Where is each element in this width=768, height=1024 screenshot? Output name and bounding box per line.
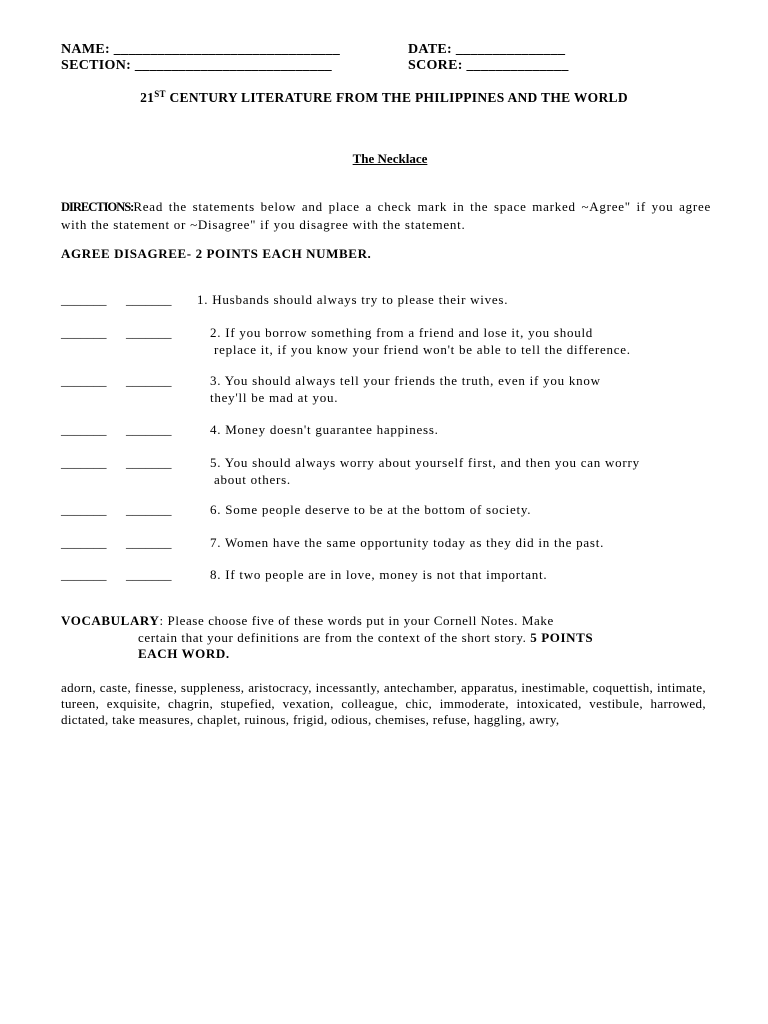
statement-5 — [210, 455, 640, 488]
statement-2-line2: replace it, if you know your friend won't be able to tell the difference. — [214, 341, 631, 357]
agree-blank-7[interactable]: _______ — [61, 535, 107, 550]
page-title — [0, 89, 768, 106]
section-field: SECTION: ___________________________ — [61, 58, 332, 73]
statement-1-line1: 1. Husbands should always try to please their wives. — [197, 292, 509, 307]
disagree-blank-7[interactable]: _______ — [126, 535, 172, 550]
disagree-blank-2[interactable]: _______ — [126, 325, 172, 340]
vocabulary-word-list: adorn, caste, finesse, suppleness, aristocracy, incessantly, antechamber, apparatus, inestimable, coquettish, intimate, tureen, exquisite, chagrin, stupefied, vexation, colleague, chic, immoderate, intoxicated, vestibule, harrowed, dictated, take measures, chaplet, ruinous, frigid, odious, chemises, refuse, haggling, awry, — [61, 680, 706, 727]
date-field: DATE: _______________ — [408, 42, 566, 57]
agree-blank-3[interactable]: _______ — [61, 373, 107, 388]
agree-blank-4[interactable]: _______ — [61, 422, 107, 437]
statement-7 — [210, 535, 604, 552]
statement-3-line1: 3. You should always tell your friends the truth, even if you know — [210, 373, 601, 388]
vocabulary-line1: : Please choose five of these words put in your Cornell Notes. Make — [159, 613, 554, 628]
vocabulary-label: VOCABULARY — [61, 613, 160, 628]
name-field: NAME: _______________________________ — [61, 42, 341, 57]
statement-8 — [210, 567, 547, 584]
statement-3-line2: they'll be mad at you. — [210, 389, 339, 405]
title-rest: CENTURY LITERATURE FROM THE PHILIPPINES AND THE WORLD — [165, 90, 628, 105]
statement-6 — [210, 502, 531, 519]
disagree-blank-3[interactable]: _______ — [126, 373, 172, 388]
disagree-blank-8[interactable]: _______ — [126, 567, 172, 582]
statement-7-line1: 7. Women have the same opportunity today as they did in the past. — [210, 535, 605, 550]
story-title: The Necklace — [352, 151, 428, 166]
disagree-blank-4[interactable]: _______ — [126, 422, 172, 437]
disagree-blank-6[interactable]: _______ — [126, 502, 172, 517]
agree-blank-5[interactable]: _______ — [61, 455, 107, 470]
title-prefix: 21 — [140, 90, 155, 105]
vocabulary-points: 5 POINTS — [530, 629, 594, 645]
agree-blank-1[interactable]: _______ — [61, 292, 107, 307]
vocabulary-points-each: EACH WORD. — [138, 646, 230, 661]
score-field: SCORE: ______________ — [408, 58, 569, 73]
agree-blank-8[interactable]: _______ — [61, 567, 107, 582]
agree-blank-2[interactable]: _______ — [61, 325, 107, 340]
statement-3 — [210, 373, 601, 406]
agree-blank-6[interactable]: _______ — [61, 502, 107, 517]
statement-8-line1: 8. If two people are in love, money is not that important. — [210, 567, 548, 582]
statement-2-line1: 2. If you borrow something from a friend and lose it, you should — [210, 325, 594, 340]
title-superscript: ST — [154, 89, 166, 99]
statement-5-line2: about others. — [214, 471, 291, 487]
statement-1 — [197, 292, 508, 309]
statement-5-line1: 5. You should always worry about yourself first, and then you can worry — [210, 455, 640, 470]
disagree-blank-5[interactable]: _______ — [126, 455, 172, 470]
vocabulary-instructions — [61, 613, 593, 663]
directions-paragraph — [61, 198, 711, 233]
directions-label: DIRECTIONS: — [61, 200, 134, 214]
statement-4-line1: 4. Money doesn't guarantee happiness. — [210, 422, 439, 437]
points-header: AGREE DISAGREE- 2 POINTS EACH NUMBER. — [61, 246, 372, 261]
vocabulary-line2: certain that your definitions are from the context of the short story. — [138, 629, 531, 645]
disagree-blank-1[interactable]: _______ — [126, 292, 172, 307]
statement-4 — [210, 422, 439, 439]
statement-6-line1: 6. Some people deserve to be at the bottom of society. — [210, 502, 532, 517]
statement-2 — [210, 325, 631, 358]
directions-text: Read the statements below and place a check mark in the space marked ~Agree" if you agree with the statement or ~Disagree" if you disagree with the statement. — [61, 199, 711, 232]
